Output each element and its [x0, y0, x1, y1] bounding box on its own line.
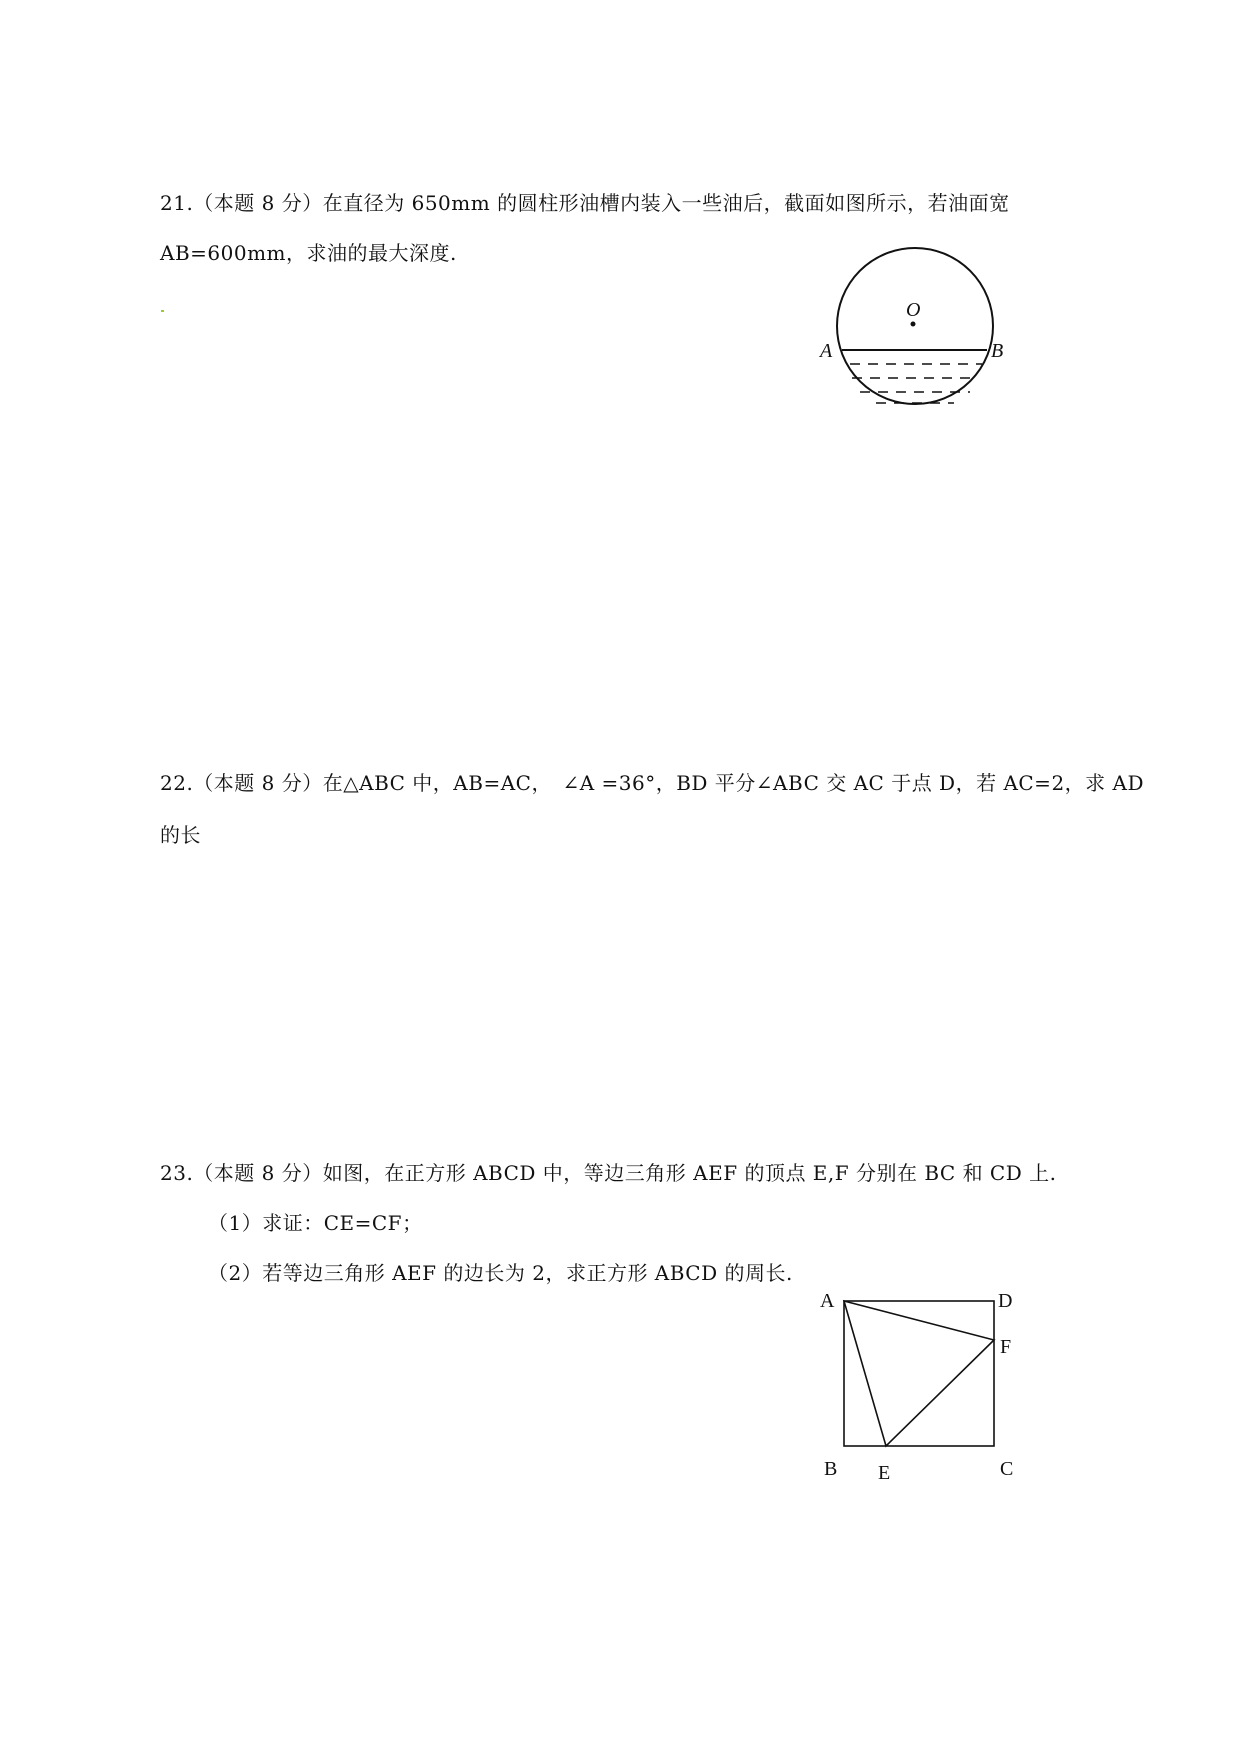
square-abcd — [844, 1301, 994, 1446]
q23-part1: （1）求证：CE=CF； — [208, 1211, 423, 1235]
label-o: O — [906, 299, 921, 321]
label-a: A — [820, 1290, 835, 1312]
q21-text-line1: 21.（本题 8 分）在直径为 650mm 的圆柱形油槽内装入一些油后，截面如图所示，若油面宽 — [160, 191, 1010, 215]
label-e: E — [878, 1462, 891, 1484]
square-triangle-figure — [810, 1285, 1030, 1495]
label-c: C — [1000, 1458, 1014, 1480]
stray-mark — [161, 310, 164, 312]
label-a: A — [820, 340, 833, 362]
label-d: D — [998, 1290, 1013, 1312]
label-f: F — [1000, 1336, 1012, 1358]
tank-circle — [837, 248, 993, 404]
triangle-aef — [844, 1301, 994, 1446]
label-b: B — [991, 340, 1004, 362]
q21-text-line2: AB=600mm，求油的最大深度. — [160, 241, 457, 265]
center-point-o — [911, 322, 916, 327]
q23-part2: （2）若等边三角形 AEF 的边长为 2，求正方形 ABCD 的周长. — [208, 1261, 793, 1285]
q23-text-line1: 23.（本题 8 分）如图，在正方形 ABCD 中，等边三角形 AEF 的顶点 E,F 分别在 BC 和 CD 上. — [160, 1161, 1057, 1185]
q22-text-line2: 的长 — [160, 823, 201, 847]
label-b: B — [824, 1458, 838, 1480]
oil-hatching — [850, 364, 982, 403]
oil-tank-figure — [800, 240, 1030, 420]
q22-text-line1: 22.（本题 8 分）在△ABC 中，AB=AC， ∠A =36°，BD 平分∠ABC 交 AC 于点 D，若 AC=2，求 AD — [160, 771, 1145, 795]
